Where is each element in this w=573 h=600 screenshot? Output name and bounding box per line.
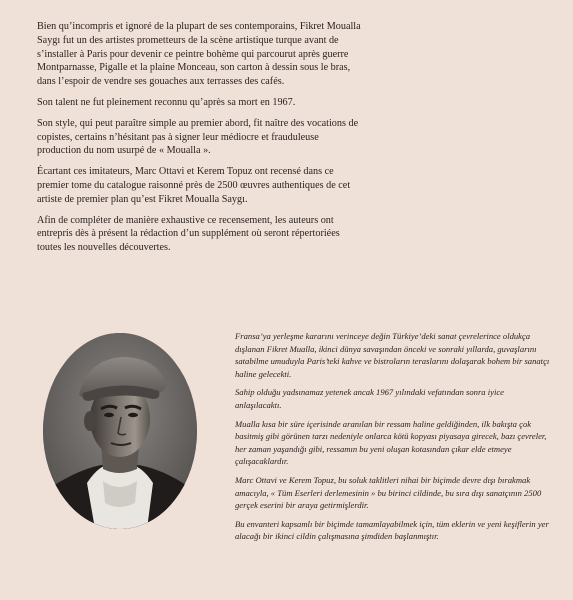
french-paragraph: Afin de compléter de manière exhaustive ce recensement, les auteurs ont entrepris dès à présent la rédaction d’un supplément où seront répertoriées toutes les nouvelles découvertes. (37, 214, 340, 254)
french-paragraph: Bien qu’incompris et ignoré de la plupart de ses contemporains, Fikret Moualla Saygı fut un des artistes prometteurs de la scène artistique turque avant de s’installer à Paris pour devenir ce peintre bohème qui parcourut après guerre Montparnasse, Pigalle et la plaine Monceau, son carton à dessin sous le bras, dans l’espoir de vendre ses gouaches aux terrasses des cafés. (37, 21, 361, 88)
french-text-block (37, 20, 365, 262)
turkish-text-block (235, 330, 551, 549)
turkish-paragraph: Mualla kısa bir süre içerisinde aranılan bir ressam haline geldiğinden, ilk bakışta çok basitmiş gibi görünen tarzı nedeniyle onlarca kötü kopyası piyasaya girecek, bazı çevreler, her zaman yaşandığı gibi, ressamın bu yeni oluşan kotasından çıkar elde etmeye çalışacaklardır. (235, 418, 547, 467)
turkish-paragraph: Fransa’ya yerleşme kararını verinceye değin Türkiye’deki sanat çevrelerince oldukça dışlanan Fikret Mualla, ikinci dünya savaşından önceki ve sonraki yıllarda, guvaşlarını satabilme umuduyla Paris’teki kahve ve bistroların teraslarını dolaşarak bohem bir sanatçı haline gelecekti. (235, 331, 550, 379)
french-paragraph: Son talent ne fut pleinement reconnu qu’après sa mort en 1967. (37, 96, 296, 108)
portrait-illustration (43, 333, 197, 529)
turkish-paragraph: Bu envanteri kapsamlı bir biçimde tamamlayabilmek için, tüm eklerin ve yeni keşiflerin yer alacağı bir ikinci cildin çalışmasına şimdiden başlanmıştır. (235, 518, 549, 542)
turkish-paragraph: Sahip olduğu yadsınamaz yetenek ancak 1967 yılındaki vefatından sonra iyice anlaşılacaktı. (235, 387, 504, 410)
turkish-paragraph: Marc Ottavi ve Kerem Topuz, bu soluk taklitleri nihai bir biçimde devre dışı bırakmak amacıyla, « Tüm Eserleri derlemesinin » bu birinci cildinde, bu sıra dışı sanatçının 2500 gerçek eserini bir araya getirmişlerdir. (235, 474, 542, 511)
french-paragraph: Écartant ces imitateurs, Marc Ottavi et Kerem Topuz ont recensé dans ce premier tome du catalogue raisonné près de 2500 œuvres authentiques de cet artiste de premier plan qu’est Fikret Moualla Saygı. (37, 166, 351, 205)
french-paragraph: Son style, qui peut paraître simple au premier abord, fit naître des vocations de copistes, certains n’hésitant pas à signer leur médiocre et frauduleuse production du nom usurpé de « Moualla ». (37, 117, 359, 157)
portrait-photo (43, 333, 197, 529)
